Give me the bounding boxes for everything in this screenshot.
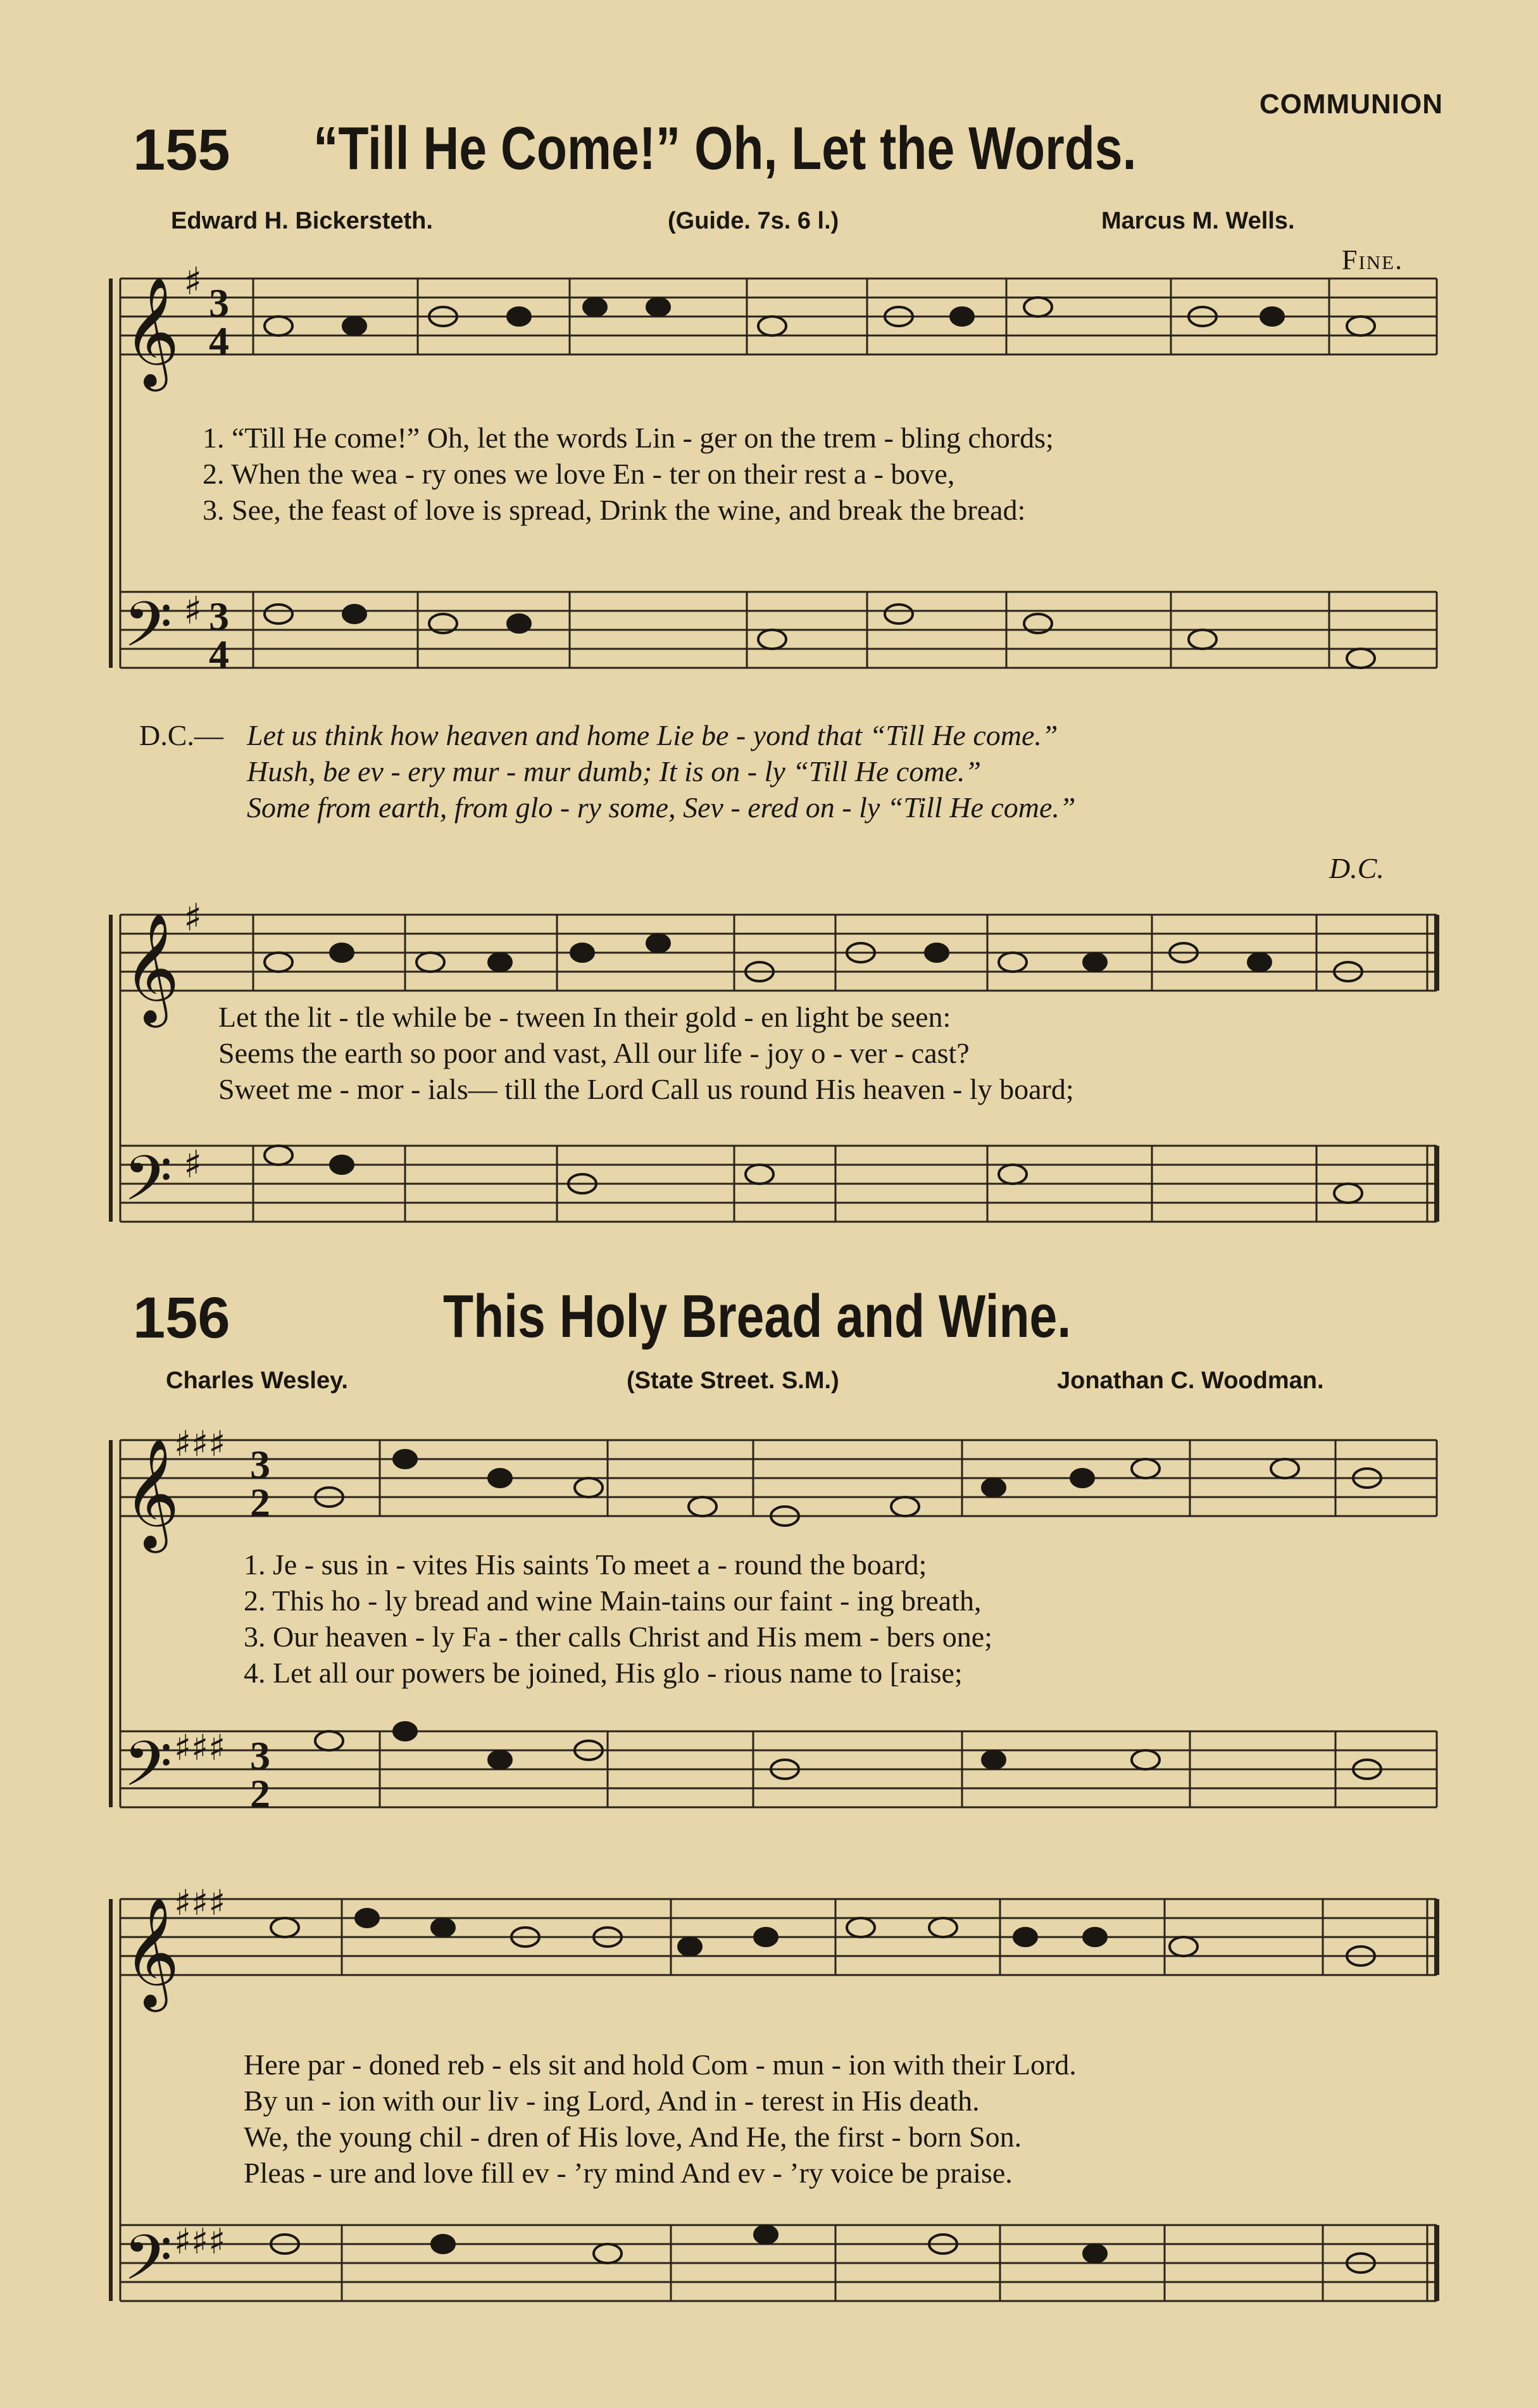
verse-line: 4. Let all our powers be joined, His glo - rious name to [raise; — [244, 1657, 963, 1689]
staff-156-2-bass — [120, 2225, 1437, 2301]
svg-text:3: 3 — [209, 280, 229, 325]
verse-line: 3. Our heaven - ly Fa - ther calls Christ and His mem - bers one; — [244, 1621, 992, 1653]
svg-text:𝄞: 𝄞 — [123, 277, 180, 387]
tune-meter: (State Street. S.M.) — [627, 1367, 839, 1394]
svg-text:3: 3 — [209, 594, 229, 639]
verse-line: Here par - doned reb - els sit and hold Com - mun - ion with their Lord. — [244, 2048, 1077, 2081]
svg-text:3: 3 — [250, 1733, 270, 1778]
fine-marker: Fine. — [1342, 244, 1404, 275]
svg-text:♯♯♯: ♯♯♯ — [174, 1424, 226, 1465]
verse-line: Sweet me - mor - ials— till the Lord Call us round His heaven - ly board; — [218, 1073, 1074, 1105]
composer: Marcus M. Wells. — [1101, 208, 1295, 234]
verse-line: 3. See, the feast of love is spread, Drink the wine, and break the bread: — [203, 494, 1026, 526]
verse-line: 1. “Till He come!” Oh, let the words Lin - ger on the trem - bling chords; — [203, 422, 1054, 454]
svg-text:♯♯♯: ♯♯♯ — [174, 2221, 226, 2262]
svg-text:4: 4 — [209, 632, 229, 677]
staff-155-2-bass — [120, 1146, 1437, 1222]
staff-156-1-treble — [120, 1440, 1437, 1516]
hymn-title: “Till He Come!” Oh, Let the Words. — [313, 115, 1137, 182]
verse-line: Pleas - ure and love fill ev - ’ry mind And ev - ’ry voice be praise. — [244, 2157, 1013, 2189]
staff-156-1-bass — [120, 1731, 1437, 1807]
svg-text:♯: ♯ — [184, 896, 203, 940]
tune-meter: (Guide. 7s. 6 l.) — [668, 208, 839, 234]
dc-marker: D.C. — [1329, 852, 1384, 884]
verse-line: Let the lit - tle while be - tween In their gold - en light be seen: — [218, 1001, 951, 1033]
svg-text:♯♯♯: ♯♯♯ — [174, 1883, 226, 1924]
svg-text:2: 2 — [250, 1771, 270, 1816]
svg-text:4: 4 — [209, 318, 229, 363]
composer: Jonathan C. Woodman. — [1057, 1367, 1324, 1394]
dc-line: Hush, be ev - ery mur - mur dumb; It is on - ly “Till He come.” — [247, 755, 982, 787]
verse-line: By un - ion with our liv - ing Lord, And in - terest in His death. — [244, 2085, 980, 2117]
svg-text:♯: ♯ — [184, 589, 203, 633]
verse-line: Seems the earth so poor and vast, All our life - joy o - ver - cast? — [218, 1037, 970, 1069]
dc-line: Some from earth, from glo - ry some, Sev - ered on - ly “Till He come.” — [247, 791, 1076, 824]
svg-text:𝄞: 𝄞 — [123, 913, 180, 1023]
svg-text:♯♯♯: ♯♯♯ — [174, 1728, 226, 1769]
section-label: COMMUNION — [1259, 89, 1443, 120]
svg-text:2: 2 — [250, 1480, 270, 1525]
dc-line: Let us think how heaven and home Lie be - yond that “Till He come.” — [247, 719, 1058, 751]
svg-text:3: 3 — [250, 1442, 270, 1487]
verse-line: 1. Je - sus in - vites His saints To meet a - round the board; — [244, 1548, 927, 1581]
svg-text:𝄢: 𝄢 — [123, 2222, 173, 2310]
hymn-title: This Holy Bread and Wine. — [443, 1282, 1072, 1350]
author: Edward H. Bickersteth. — [171, 208, 433, 234]
dc-prefix: D.C.— — [139, 719, 223, 751]
verse-line: We, the young chil - dren of His love, And He, the first - born Son. — [244, 2121, 1022, 2153]
staff-155-2-treble — [120, 915, 1437, 991]
hymn-number: 156 — [133, 1286, 230, 1350]
svg-text:♯: ♯ — [184, 260, 203, 304]
svg-text:𝄢: 𝄢 — [123, 589, 173, 677]
svg-text:♯: ♯ — [184, 1143, 203, 1187]
svg-text:𝄢: 𝄢 — [123, 1728, 173, 1816]
svg-text:𝄢: 𝄢 — [123, 1143, 173, 1231]
svg-text:𝄞: 𝄞 — [123, 1438, 180, 1548]
verse-line: 2. This ho - ly bread and wine Main-tains our faint - ing breath, — [244, 1584, 982, 1617]
hymn-number: 155 — [133, 118, 230, 182]
svg-text:𝄞: 𝄞 — [123, 1897, 180, 2007]
verse-line: 2. When the wea - ry ones we love En - ter on their rest a - bove, — [203, 458, 955, 490]
author: Charles Wesley. — [166, 1367, 348, 1394]
